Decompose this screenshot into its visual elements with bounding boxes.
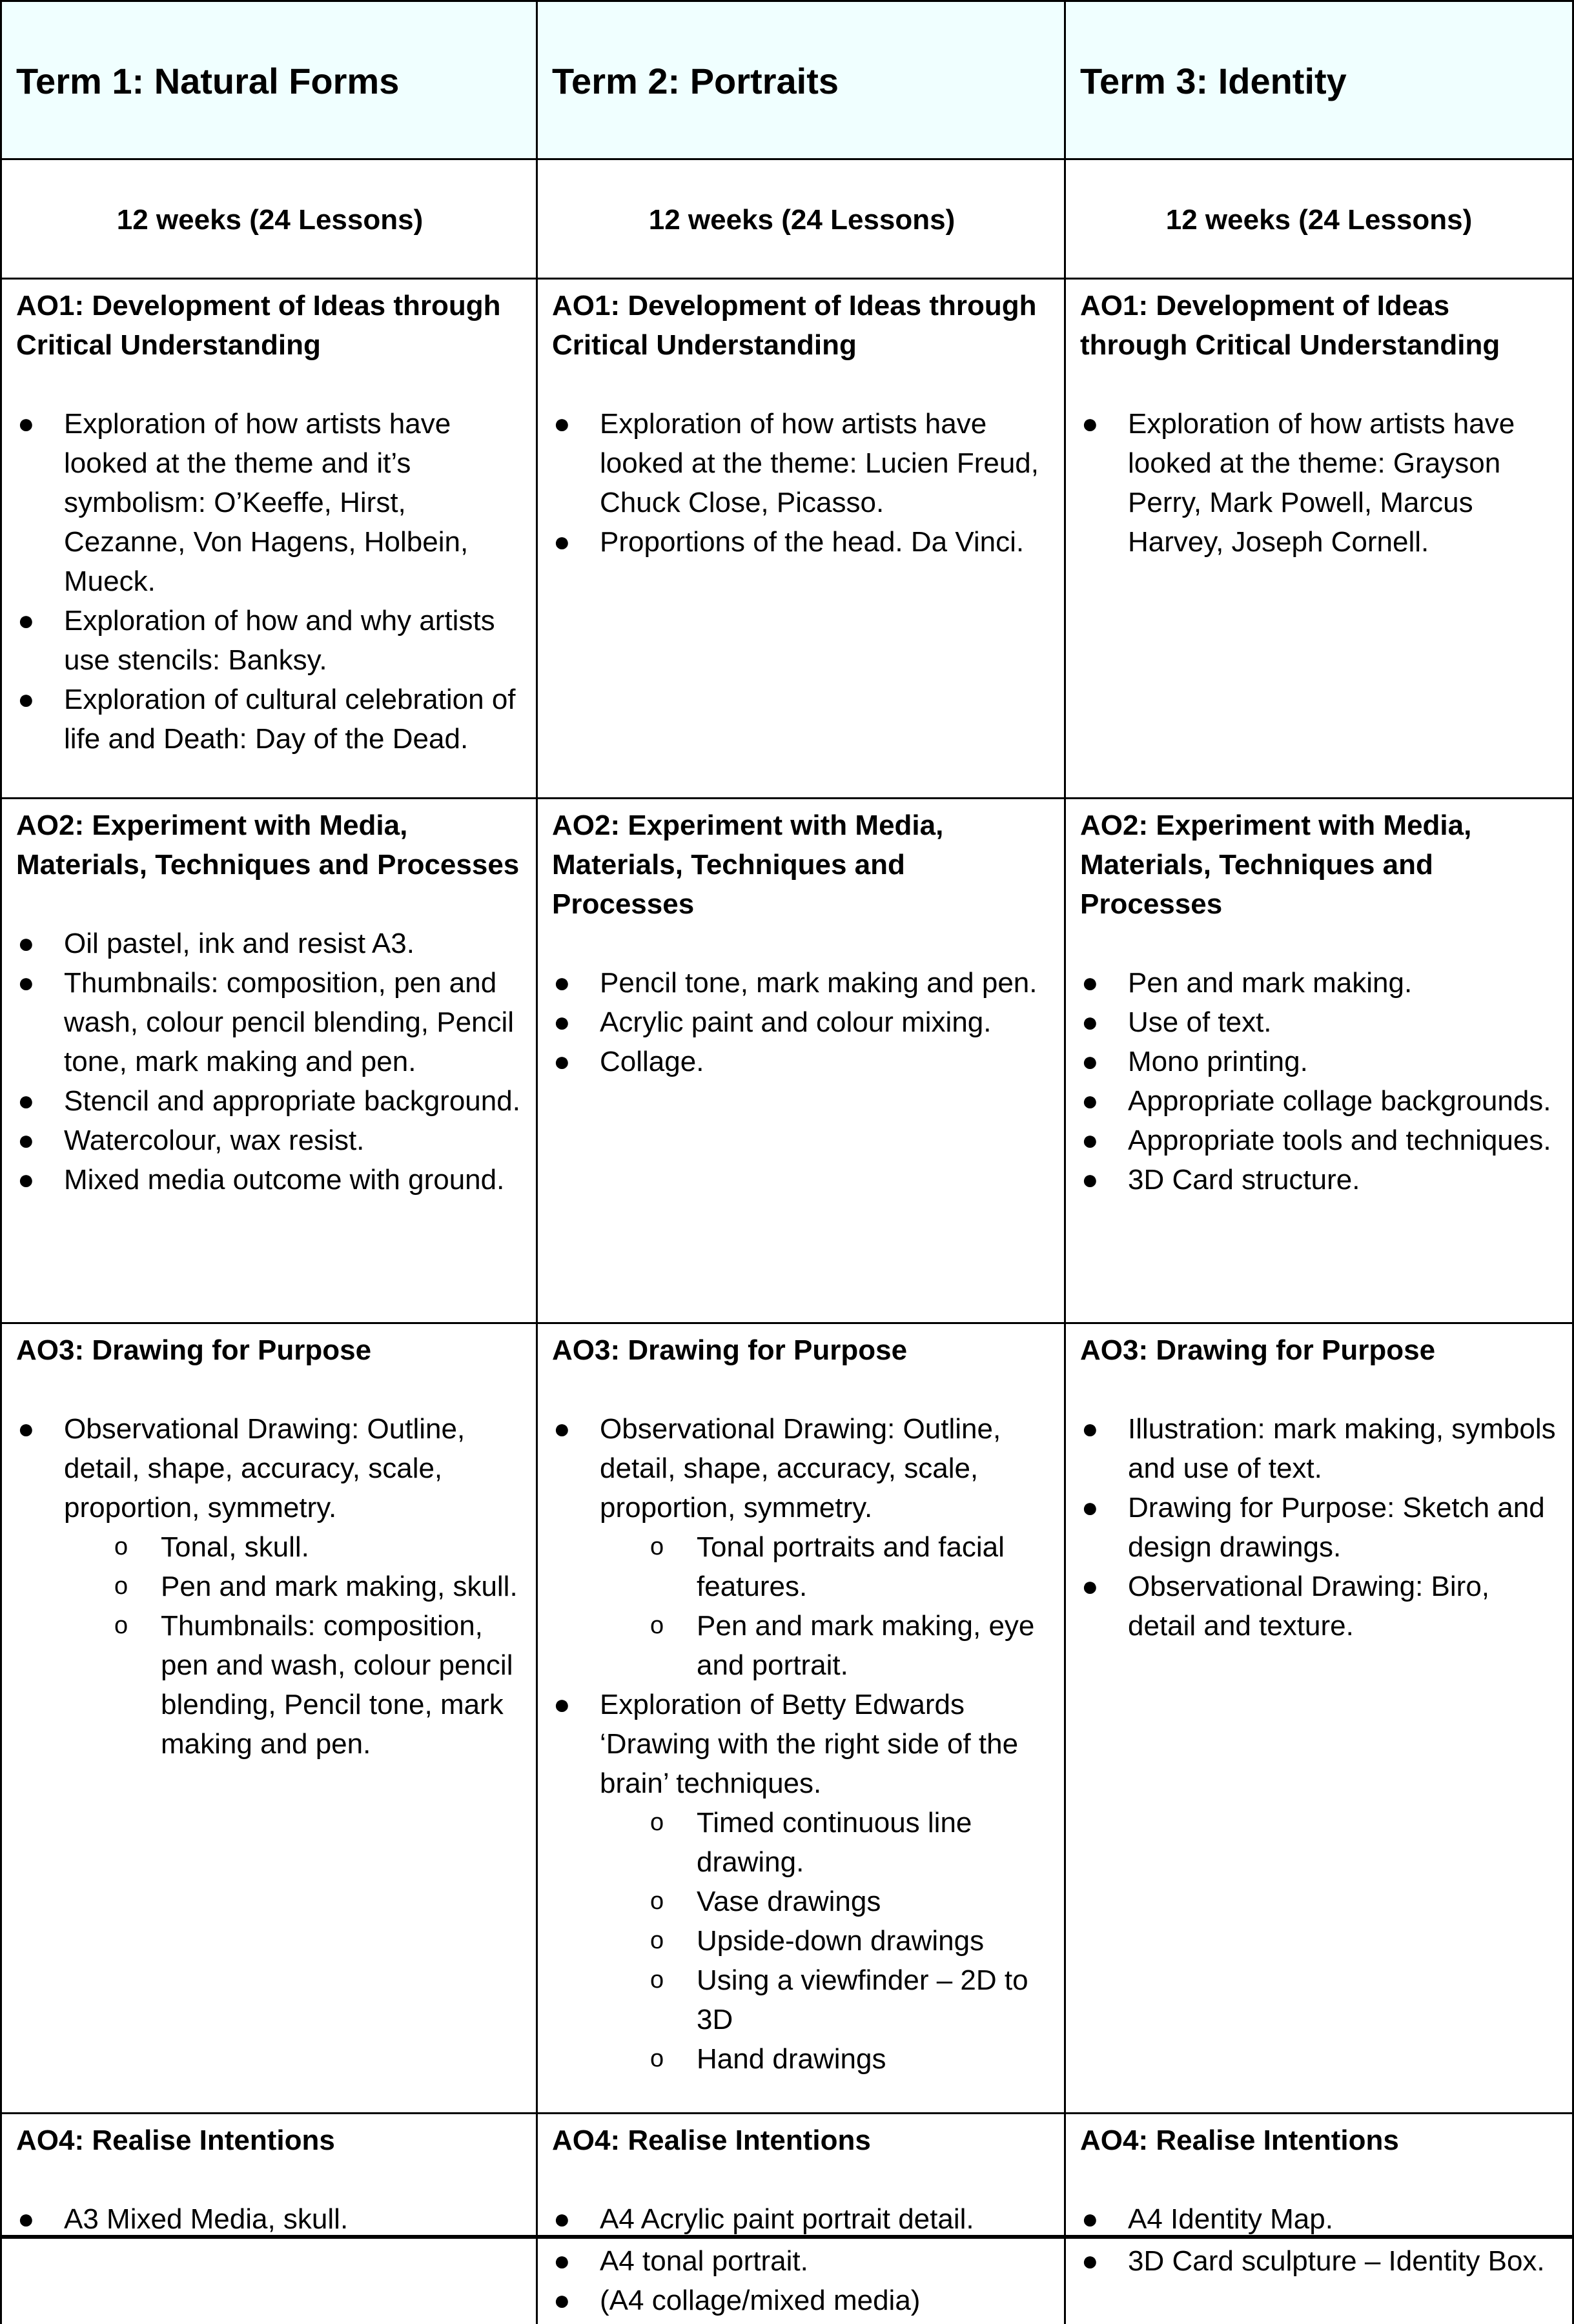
- ao4-continued-cell: [536, 2237, 1066, 2324]
- bullet-list: [1080, 2241, 1558, 2281]
- bullet-list: [16, 1409, 524, 1764]
- term-header: [536, 0, 1066, 160]
- bullet-list: [1080, 404, 1558, 562]
- bullet-icon: ●: [553, 2203, 571, 2235]
- bullet-icon: ●: [1081, 2245, 1099, 2277]
- bullet-icon: ●: [1081, 2203, 1099, 2235]
- objective-cell-ao1: [536, 278, 1066, 799]
- list-item-text: Vase drawings: [697, 1886, 881, 1917]
- hollow-bullet-icon: o: [114, 1533, 128, 1560]
- term-duration-cell: [1064, 158, 1574, 280]
- objective-title: AO4: Realise Intentions: [16, 2125, 335, 2156]
- sub-list-item: [649, 2039, 1052, 2079]
- list-item-text: Thumbnails: composition, pen and wash, colour pencil blending, Pencil tone, mark making and pen.: [64, 967, 515, 1077]
- list-item: [1080, 1003, 1558, 1042]
- sub-list-item: [113, 1606, 524, 1764]
- list-item-text: Exploration of how and why artists use stencils: Banksy.: [64, 605, 495, 676]
- hollow-bullet-icon: o: [650, 1966, 664, 1993]
- sub-bullet-list: [64, 1527, 524, 1764]
- list-item: [1080, 1042, 1558, 1081]
- objective-cell-ao1: [1064, 278, 1574, 799]
- bullet-icon: ●: [553, 1006, 571, 1038]
- bullet-list: [1080, 1409, 1558, 1646]
- bullet-list: [552, 2199, 1052, 2239]
- ao4-continued-cell: [1064, 2237, 1574, 2324]
- objective-cell-ao2: [1064, 797, 1574, 1324]
- term-duration: 12 weeks (24 Lessons): [116, 203, 424, 236]
- bullet-icon: ●: [553, 1689, 571, 1720]
- term-title: Term 2: Portraits: [552, 61, 839, 101]
- bullet-icon: ●: [1081, 1571, 1099, 1602]
- bullet-icon: ●: [1081, 1492, 1099, 1524]
- list-item-text: Pen and mark making, eye and portrait.: [697, 1610, 1035, 1681]
- objective-title: AO3: Drawing for Purpose: [1080, 1334, 1436, 1366]
- objective-cell-ao2: [536, 797, 1066, 1324]
- hollow-bullet-icon: o: [650, 1888, 664, 1915]
- list-item: [1080, 1409, 1558, 1488]
- objective-cell-ao2: [0, 797, 538, 1324]
- list-item: [1080, 1081, 1558, 1121]
- list-item-text: Exploration of how artists have looked at the theme and it’s symbolism: O’Keeffe, Hirst, Cezanne, Von Hagens, Holbein, Mueck.: [64, 408, 469, 597]
- bullet-icon: ●: [17, 605, 35, 637]
- bullet-icon: ●: [17, 1164, 35, 1196]
- sub-list-item: [113, 1527, 524, 1567]
- list-item: [552, 2241, 1052, 2281]
- list-item-text: Using a viewfinder – 2D to 3D: [697, 1964, 1028, 2035]
- bullet-icon: ●: [17, 408, 35, 440]
- sub-bullet-list: [600, 1803, 1052, 2079]
- list-item: [16, 924, 524, 963]
- objective-title: AO1: Development of Ideas through Critical Understanding: [16, 290, 501, 361]
- list-item: [552, 1685, 1052, 2079]
- list-item: [552, 963, 1052, 1003]
- hollow-bullet-icon: o: [114, 1612, 128, 1639]
- hollow-bullet-icon: o: [650, 2045, 664, 2072]
- bullet-list: [16, 404, 524, 759]
- bullet-icon: ●: [1081, 1164, 1099, 1196]
- list-item-text: Exploration of Betty Edwards ‘Drawing with the right side of the brain’ techniques.: [600, 1689, 1019, 1799]
- list-item-text: Collage.: [600, 1046, 704, 1077]
- list-item-text: Appropriate collage backgrounds.: [1128, 1085, 1551, 1117]
- list-item-text: Mixed media outcome with ground.: [64, 1164, 505, 1196]
- objective-cell-ao4: [1064, 2112, 1574, 2239]
- list-item-text: A4 Acrylic paint portrait detail.: [600, 2203, 974, 2235]
- bullet-list: [1080, 963, 1558, 1199]
- bullet-icon: ●: [17, 2203, 35, 2235]
- bullet-list: [552, 963, 1052, 1081]
- list-item: [1080, 2241, 1558, 2281]
- bullet-icon: ●: [553, 2285, 571, 2316]
- term-duration: 12 weeks (24 Lessons): [648, 203, 956, 236]
- bullet-list: [552, 1409, 1052, 2079]
- list-item: [16, 1081, 524, 1121]
- bullet-icon: ●: [17, 967, 35, 999]
- list-item-text: Use of text.: [1128, 1006, 1272, 1038]
- ao4-continued-cell: [0, 2237, 538, 2324]
- bullet-icon: ●: [1081, 1125, 1099, 1156]
- objective-title: AO2: Experiment with Media, Materials, Techniques and Processes: [1080, 810, 1472, 920]
- list-item-text: Thumbnails: composition, pen and wash, colour pencil blending, Pencil tone, mark making and pen.: [161, 1610, 513, 1760]
- objective-cell-ao4: [0, 2112, 538, 2239]
- sub-bullet-list: [600, 1527, 1052, 1685]
- term-duration: 12 weeks (24 Lessons): [1165, 203, 1473, 236]
- hollow-bullet-icon: o: [650, 1809, 664, 1836]
- bullet-list: [16, 2199, 524, 2239]
- sub-list-item: [649, 1527, 1052, 1606]
- list-item-text: Upside-down drawings: [697, 1925, 985, 1957]
- bullet-icon: ●: [553, 1046, 571, 1077]
- objective-cell-ao3: [1064, 1322, 1574, 2114]
- bullet-icon: ●: [1081, 967, 1099, 999]
- list-item: [552, 2199, 1052, 2239]
- term-header: [1064, 0, 1574, 160]
- list-item-text: Observational Drawing: Outline, detail, shape, accuracy, scale, proportion, symmetry.: [64, 1413, 465, 1524]
- bullet-icon: ●: [17, 684, 35, 715]
- list-item-text: Observational Drawing: Outline, detail, shape, accuracy, scale, proportion, symmetry.: [600, 1413, 1001, 1524]
- objective-title: AO1: Development of Ideas through Critical Understanding: [552, 290, 1037, 361]
- bullet-list: [16, 924, 524, 1199]
- sub-list-item: [649, 1882, 1052, 1921]
- bullet-icon: ●: [17, 1125, 35, 1156]
- bullet-icon: ●: [1081, 1413, 1099, 1445]
- list-item-text: Drawing for Purpose: Sketch and design drawings.: [1128, 1492, 1545, 1563]
- list-item-text: Pen and mark making, skull.: [161, 1571, 518, 1602]
- objective-cell-ao3: [536, 1322, 1066, 2114]
- list-item-text: Exploration of how artists have looked at the theme: Grayson Perry, Mark Powell, Marcus Harvey, Joseph Cornell.: [1128, 408, 1515, 558]
- list-item: [16, 2199, 524, 2239]
- list-item: [16, 1121, 524, 1160]
- list-item-text: Pen and mark making.: [1128, 967, 1413, 999]
- objective-title: AO2: Experiment with Media, Materials, Techniques and Processes: [552, 810, 944, 920]
- list-item-text: Exploration of cultural celebration of life and Death: Day of the Dead.: [64, 684, 516, 755]
- list-item: [1080, 963, 1558, 1003]
- list-item-text: A3 Mixed Media, skull.: [64, 2203, 349, 2235]
- list-item: [1080, 1160, 1558, 1199]
- list-item-text: Tonal portraits and facial features.: [697, 1531, 1005, 1602]
- objective-cell-ao3: [0, 1322, 538, 2114]
- list-item: [552, 1042, 1052, 1081]
- term-duration-cell: [0, 158, 538, 280]
- list-item-text: Tonal, skull.: [161, 1531, 309, 1563]
- hollow-bullet-icon: o: [650, 1612, 664, 1639]
- objective-title: AO4: Realise Intentions: [1080, 2125, 1399, 2156]
- list-item: [1080, 404, 1558, 562]
- list-item-text: Observational Drawing: Biro, detail and texture.: [1128, 1571, 1490, 1642]
- list-item-text: A4 tonal portrait.: [600, 2245, 808, 2277]
- list-item-text: Mono printing.: [1128, 1046, 1308, 1077]
- term-header: [0, 0, 538, 160]
- list-item-text: 3D Card sculpture – Identity Box.: [1128, 2245, 1545, 2277]
- bullet-icon: ●: [1081, 1006, 1099, 1038]
- list-item: [16, 404, 524, 601]
- sub-list-item: [649, 1961, 1052, 2039]
- bullet-icon: ●: [1081, 1085, 1099, 1117]
- bullet-list: [552, 404, 1052, 562]
- list-item-text: Watercolour, wax resist.: [64, 1125, 365, 1156]
- list-item-text: A4 Identity Map.: [1128, 2203, 1333, 2235]
- hollow-bullet-icon: o: [114, 1573, 128, 1600]
- bullet-icon: ●: [553, 526, 571, 558]
- bullet-icon: ●: [17, 1085, 35, 1117]
- term-title: Term 3: Identity: [1080, 61, 1347, 101]
- list-item: [16, 963, 524, 1081]
- objective-title: AO3: Drawing for Purpose: [552, 1334, 908, 1366]
- list-item: [1080, 1488, 1558, 1567]
- hollow-bullet-icon: o: [650, 1927, 664, 1954]
- objective-title: AO4: Realise Intentions: [552, 2125, 871, 2156]
- bullet-icon: ●: [1081, 1046, 1099, 1077]
- list-item-text: Pencil tone, mark making and pen.: [600, 967, 1037, 999]
- sub-list-item: [649, 1921, 1052, 1961]
- list-item: [1080, 1121, 1558, 1160]
- bullet-list: [552, 2241, 1052, 2320]
- objective-cell-ao1: [0, 278, 538, 799]
- bullet-icon: ●: [17, 928, 35, 959]
- sub-list-item: [113, 1567, 524, 1606]
- list-item: [1080, 1567, 1558, 1646]
- sub-list-item: [649, 1803, 1052, 1882]
- list-item-text: Hand drawings: [697, 2043, 886, 2075]
- objective-title: AO3: Drawing for Purpose: [16, 1334, 372, 1366]
- list-item: [552, 2281, 1052, 2320]
- bullet-icon: ●: [553, 1413, 571, 1445]
- objective-cell-ao4: [536, 2112, 1066, 2239]
- list-item: [552, 404, 1052, 522]
- list-item-text: Illustration: mark making, symbols and use of text.: [1128, 1413, 1556, 1484]
- list-item-text: Appropriate tools and techniques.: [1128, 1125, 1551, 1156]
- list-item-text: Exploration of how artists have looked at the theme: Lucien Freud, Chuck Close, Picasso.: [600, 408, 1039, 518]
- list-item-text: 3D Card structure.: [1128, 1164, 1360, 1196]
- bullet-icon: ●: [553, 408, 571, 440]
- list-item: [552, 522, 1052, 562]
- list-item: [16, 601, 524, 680]
- bullet-icon: ●: [17, 1413, 35, 1445]
- list-item-text: Oil pastel, ink and resist A3.: [64, 928, 414, 959]
- list-item: [16, 1160, 524, 1199]
- hollow-bullet-icon: o: [650, 1533, 664, 1560]
- list-item: [552, 1409, 1052, 1685]
- list-item: [16, 1409, 524, 1764]
- list-item: [16, 680, 524, 759]
- list-item: [1080, 2199, 1558, 2239]
- list-item: [552, 1003, 1052, 1042]
- bullet-icon: ●: [553, 2245, 571, 2277]
- list-item-text: Acrylic paint and colour mixing.: [600, 1006, 992, 1038]
- list-item-text: (A4 collage/mixed media): [600, 2285, 921, 2316]
- term-title: Term 1: Natural Forms: [16, 61, 400, 101]
- sub-list-item: [649, 1606, 1052, 1685]
- bullet-icon: ●: [553, 967, 571, 999]
- bullet-icon: ●: [1081, 408, 1099, 440]
- term-duration-cell: [536, 158, 1066, 280]
- list-item-text: Timed continuous line drawing.: [697, 1807, 972, 1878]
- bullet-list: [1080, 2199, 1558, 2239]
- objective-title: AO2: Experiment with Media, Materials, Techniques and Processes: [16, 810, 520, 881]
- list-item-text: Stencil and appropriate background.: [64, 1085, 520, 1117]
- list-item-text: Proportions of the head. Da Vinci.: [600, 526, 1025, 558]
- objective-title: AO1: Development of Ideas through Critical Understanding: [1080, 290, 1500, 361]
